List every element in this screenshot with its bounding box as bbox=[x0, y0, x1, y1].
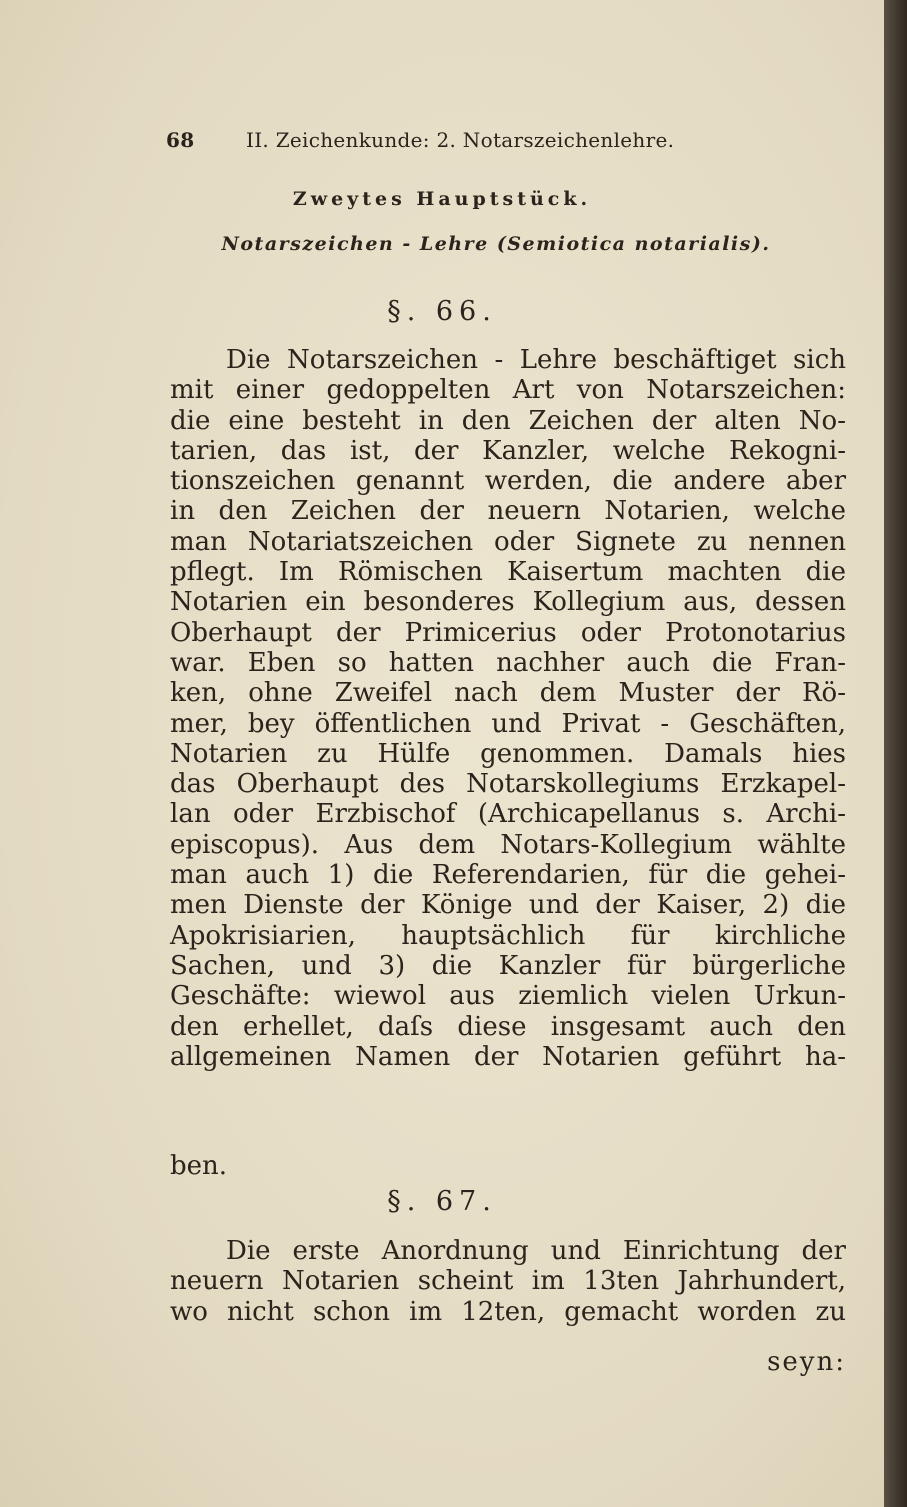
text-line: neuern Notarien scheint im 13ten Jahrhundert, bbox=[170, 1266, 846, 1297]
section-67-heading: §. 67. bbox=[387, 1186, 497, 1217]
text-line: man Notariatszeichen oder Signete zu nennen bbox=[170, 526, 846, 557]
text-line: Die Notarszeichen - Lehre beschäftiget sich bbox=[226, 345, 846, 375]
text-line: tarien, das ist, der Kanzler, welche Rekogni- bbox=[170, 435, 846, 466]
text-line: mer, bey öffentlichen und Privat - Geschäften, bbox=[170, 708, 846, 739]
text-line: Die erste Anordnung und Einrichtung der bbox=[226, 1236, 846, 1266]
text-line: war. Eben so hatten nachher auch die Fran- bbox=[170, 647, 846, 678]
text-line: das Oberhaupt des Notarskollegiums Erzkapel- bbox=[170, 769, 846, 800]
text-line: Apokrisiarien, hauptsächlich für kirchliche bbox=[170, 920, 846, 951]
text-line: ken, ohne Zweifel nach dem Muster der Rö- bbox=[170, 678, 846, 709]
text-line: Notarien zu Hülfe genommen. Damals hies bbox=[170, 738, 846, 769]
catchword: seyn: bbox=[767, 1347, 846, 1377]
text-line: Notarien ein besonderes Kollegium aus, dessen bbox=[170, 587, 846, 618]
text-line: Geschäfte: wiewol aus ziemlich vielen Urkun- bbox=[170, 981, 846, 1012]
section-67-paragraph bbox=[170, 1236, 846, 1328]
text-line: allgemeinen Namen der Notarien geführt ha- bbox=[170, 1041, 846, 1072]
section-66-paragraph bbox=[170, 345, 846, 1195]
running-title: II. Zeichenkunde: 2. Notarszeichenlehre. bbox=[246, 128, 675, 152]
text-line: in den Zeichen der neuern Notarien, welche bbox=[170, 496, 846, 527]
text-line: Sachen, und 3) die Kanzler für bürgerliche bbox=[170, 950, 846, 981]
chapter-heading: Zweytes Hauptstück. bbox=[292, 188, 592, 210]
text-line: mit einer gedoppelten Art von Notarszeichen: bbox=[170, 375, 846, 406]
text-line: wo nicht schon im 12ten, gemacht worden zu bbox=[170, 1296, 846, 1327]
text-line: tionszeichen genannt werden, die andere aber bbox=[170, 466, 846, 497]
text-line: den erhellet, daſs diese insgesamt auch den bbox=[170, 1011, 846, 1042]
book-gutter bbox=[884, 0, 907, 1507]
text-line: pflegt. Im Römischen Kaisertum machten die bbox=[170, 557, 846, 588]
text-line: Oberhaupt der Primicerius oder Protonotarius bbox=[170, 617, 846, 648]
text-line: die eine besteht in den Zeichen der alten No- bbox=[170, 405, 846, 436]
running-header bbox=[166, 128, 856, 152]
page-number: 68 bbox=[166, 128, 195, 152]
text-line: lan oder Erzbischof (Archicapellanus s. Archi- bbox=[170, 799, 846, 830]
text-line: men Dienste der Könige und der Kaiser, 2) die bbox=[170, 890, 846, 921]
text-line: man auch 1) die Referendarien, für die gehei- bbox=[170, 860, 846, 891]
chapter-subtitle: Notarszeichen - Lehre (Semiotica notarialis). bbox=[221, 233, 771, 255]
section-66-heading: §. 66. bbox=[387, 296, 497, 327]
text-line: episcopus). Aus dem Notars-Kollegium wählte bbox=[170, 829, 846, 860]
section-66-last-line: ben. bbox=[170, 1151, 228, 1181]
